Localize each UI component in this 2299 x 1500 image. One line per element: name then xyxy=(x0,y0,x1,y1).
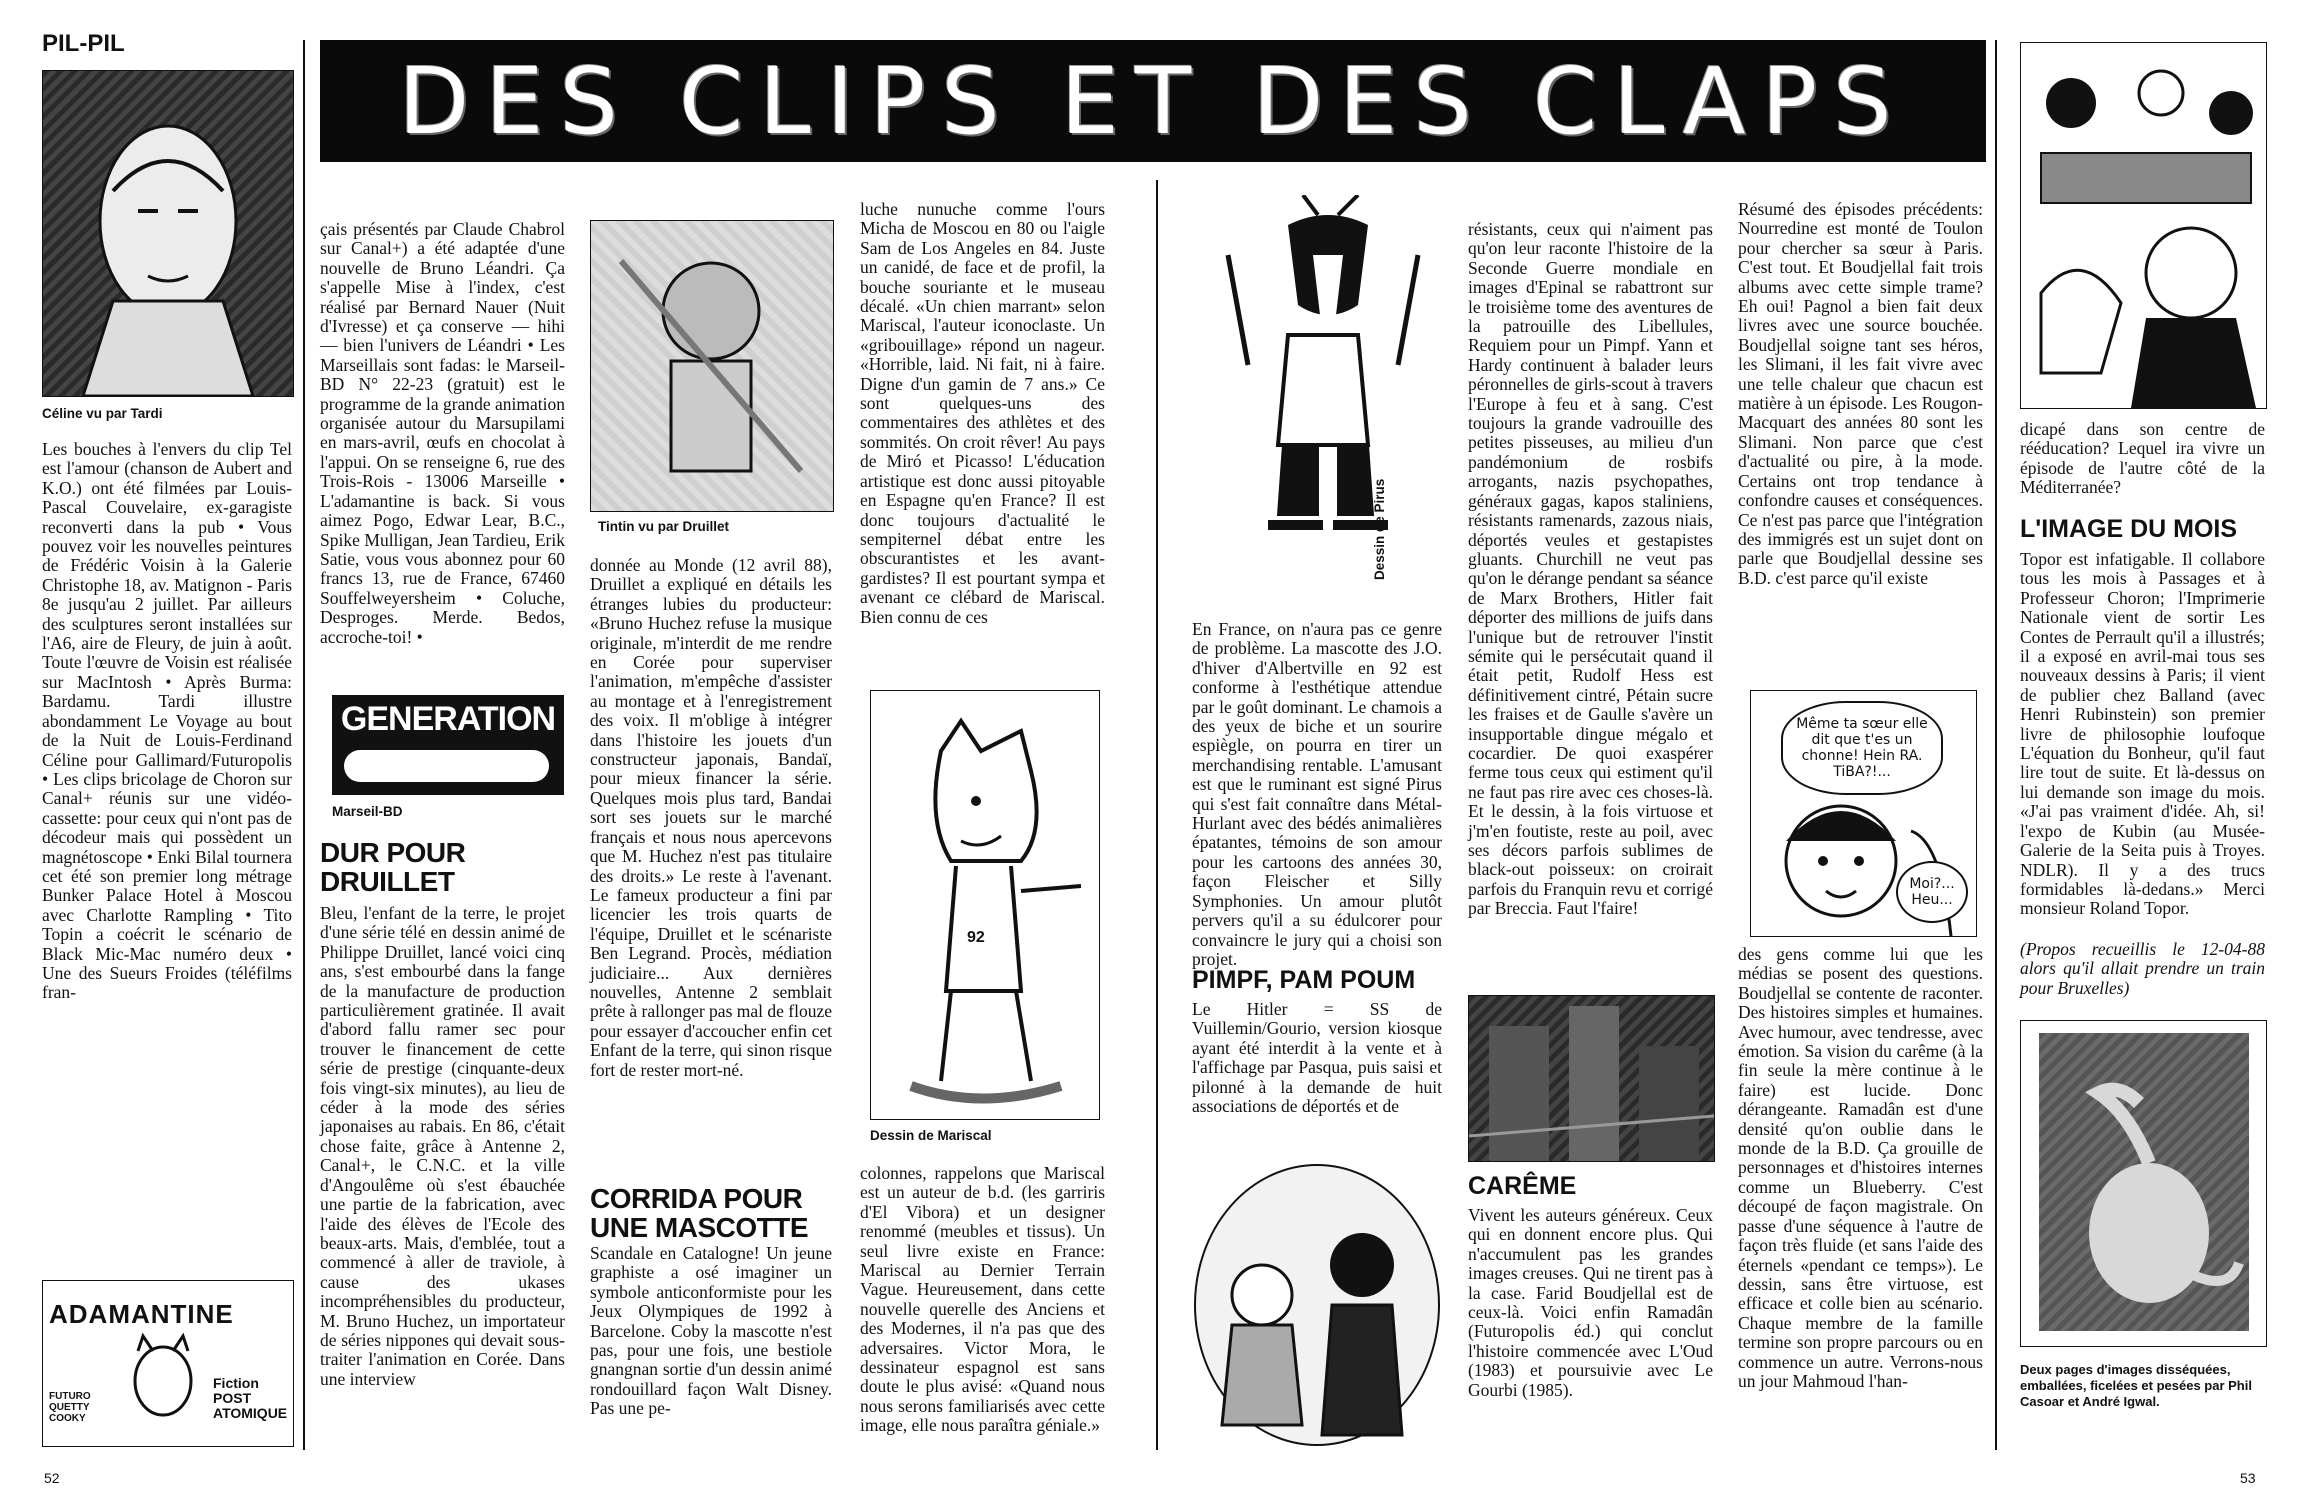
col3b-text: Scandale en Catalogne! Un jeune graphiste a osé imaginer un symbole anticonformiste pour les Jeux Olympiques de 1992 à Barcelone. Coby la mascotte n'est pas, pour une fois, une bestiole gnangnan sortie d'un dessin animé rondouillard façon Walt Disney. Pas une pe- xyxy=(590,1243,832,1419)
column-rule xyxy=(1995,40,1997,1450)
col8c-text: (Propos recueillis le 12-04-88 alors qu'il allait prendre un train pour Bruxelles) xyxy=(2020,939,2265,998)
page-number-right: 53 xyxy=(2240,1470,2256,1486)
marseil-caption: Marseil-BD xyxy=(332,804,403,819)
mariscal-mascot-image xyxy=(870,690,1100,1120)
boudjellal-panel-image xyxy=(1750,690,1977,937)
col1-text: Les bouches à l'envers du clip Tel est l'amour (chanson de Aubert and K.O.) ont été filmées par Louis-Pascal Couvelaire, ex-garagiste reconverti dans la pub • Vous pouvez voir les nouvelles peintures de Frédéric Voisin à la Galerie Christophe 18, av. Matignon - Paris 8e jusqu'au 2 juillet. Par ailleurs des sculptures seront installées sur l'A6, aire de Fleury, de juin à août. Toute l'œuvre de Voisin est réalisée sur MacIntosh • Après Burma: Bardamu. Tardi illustre abondamment Le Voyage au bout de la Nuit de Louis-Ferdinand Céline pour Gallimard/Futuropolis • Les clips bricolage de Choron sur Canal+ réunis sur une vidéo-cassette: pour ceux qui n'ont pas de décodeur mais qui possèdent un magnétoscope • Enki Bilal tournera cet été son premier long métrage Bunker Palace Hotel à Moscou avec Charlotte Rampling • Tito Topin a coécrit le scénario de Black Mic-Mac numéro deux • Une des Sueurs Froides (téléfilms fran- xyxy=(42,439,292,1003)
col2b-text: Bleu, l'enfant de la terre, le projet d'une série télé en dessin animé de Philippe Druillet, lancé voici cinq ans, s'est embourbé dans la fange de la manufacture de production particulièrement gratinée. Il avait d'abord fallu ramer sec pour trouver le financement de cette série de prestige (cinquante-deux fois vingt-six minutes), au lieu de céder à la mode des séries japonaises au rabais. En 86, c'était chose faite, grâce à Antenne 2, Canal+, le C.N.C. et la ville d'Angoulême où s'est ébauchée une partie de la fabrication, avec l'aide des élèves de l'Ecole des beaux-arts. Mais, d'emblée, tout a commencé à aller de traviole, à cause des ukases incompréhensibles du producteur, M. Bruno Huchez, un importateur de séries nippones qui devait sous-traiter l'animation en Corée. Dans une interview xyxy=(320,903,565,1389)
col8b-text: Topor est infatigable. Il collabore tous les mois à Passages et à Professeur Choron; l'Imprimerie Nationale vient de sortir Les Contes de Perrault qu'il a illustrés; il a exposé en avril-mai tous ses nouveaux dessins à Paris; il vient de publier chez Balland (avec Henri Rubinstein) son premier livre de philosophie loufoque L'équation du Bonheur, qu'il faut lire tout de suite. Et là-dessus on lui demande son image du mois. «J'ai pas vraiment d'idée. Ah, si! l'expo de Kubin (au Musée-Galerie de la Seita puis à Troyes. NDLR). Il y a des trucs formidables là-dedans.» Merci monsieur Roland Topor. xyxy=(2020,549,2265,919)
col3-text: donnée au Monde (12 avril 88), Druillet a expliqué en détails les étranges lubies du producteur: «Bruno Huchez refuse la musique originale, m'interdit de me rendre en Corée pour superviser l'animation, m'empêche d'assister au montage et à l'enregistrement des voix. Il m'oblige à intégrer dans l'histoire les jouets d'un constructeur japonais, Bandaï, pour mieux financer la série. Quelques mois plus tard, Bandai sort ses jouets sur le marché français et nous nous apercevons que M. Huchez n'est pas titulaire des droits.» Le reste à l'avenant. Le fameux producteur a fini par licencier les trois quarts de l'équipe, Druillet et le scénariste Ben Legrand. Procès, médiation judiciaire... Aux dernières nouvelles, Antenne 2 semblait prête à rallonger pas mal de flouze pour essayer d'accoucher enfin cet Enfant de la terre, qui sinon risque fort de rester mort-né. xyxy=(590,555,832,1080)
col7b-text: des gens comme lui que les médias se posent des questions. Boudjellal se contente de raconter. Des histoires simples et humaines. Avec humour, avec tendresse, avec émotion. Sa vision du carême (à la fin seule la mère continue à le faire) est lucide. Donc dérangeante. Ramadân est d'une densité qu'on oublie dans le monde de la B.D. Ça grouille de personnages et d'histoires internes comme un Blueberry. C'est découpé de façon magistrale. On passe d'une séquence à l'autre de façon très fluide (et sans l'aide des éternels «pendant ce temps»). Le dessin, sans être virtuose, est efficace et colle bien au scénario. Chaque membre de la famille termine son propre parcours ou en commence un autre. Verrons-nous un jour Mahmoud l'han- xyxy=(1738,944,1983,1391)
column-rule xyxy=(1156,180,1158,1450)
kubin-dragon-image xyxy=(2020,1020,2267,1347)
tintin-druillet-image xyxy=(590,220,834,512)
section-title: PIL-PIL xyxy=(42,30,125,57)
generation-label: GENERATION xyxy=(340,700,556,738)
adamantine-cover-image xyxy=(42,1280,294,1447)
col5a-text: En France, on n'aura pas ce genre de problème. La mascotte des J.O. d'hiver d'Albertville en 92 est conforme à l'esthétique attendue par le goût dominant. Le chamois a des yeux de biche et un sourire espiègle, on pourra en tirer un merchandising rentable. L'amusant est que le ruminant est signé Pirus qui s'est fait connaître dans Métal-Hurlant avec des bédés animalières épatantes, témoins de son amour pour les cartoons des années 30, façon Fleischer et Silly Symphonies. Un amour plutôt pervers qu'il a su édulcorer pour convaincre le jury qui a choisi son projet. xyxy=(1192,619,1442,969)
mariscal-caption: Dessin de Mariscal xyxy=(870,1128,992,1143)
col6b-text: Vivent les auteurs généreux. Ceux qui en donnent encore plus. Qui n'accumulent pas les grandes images creuses. Qui ne tirent pas à la case. Farid Boudjellal est de ceux-là. Voici enfin Ramadân (Futuropolis éd.) qui conclut l'histoire commencée avec L'Oud (1983) et poursuivie avec Le Gourbi (1985). xyxy=(1468,1205,1713,1400)
column-rule xyxy=(303,40,305,1450)
col6a-text: résistants, ceux qui n'aiment pas qu'on leur raconte l'histoire de la Seconde Guerre mondiale en images d'Epinal se rabattront sur le troisième tome des aventures de la patrouille des Libellules, Requiem pour un Pimpf. Yann et Hardy continuent à balader leurs péronnelles de girls-scout à travers l'Europe à feu et à sang. C'est toujours la grande vadrouille des petites pisseuses, au milieu d'un pandémonium de rosbifs arrogants, nazis psychopathes, généraux gagas, kapos staliniens, résistants ramenards, zazous niais, déportés veules et gestapistes gluants. Churchill ne veut pas qu'on le dérange pendant sa séance de Marx Brothers, Hitler fait déporter des millions de juifs dans l'unique but de retrouver l'instit sémite qui le persécutait quand il était petit, Rudolf Hess est définitivement cintré, Pétain sucre les fraises et de Gaulle s'avère un insupportable dingue mégalo et cocardier. De quoi exaspérer ferme tous ceux qui estiment qu'il ne faut pas rire avec ces choses-là. Et le dessin, à la fois virtuose et j'm'en foutiste, reste au poil, avec ses décors parfois sublimes de black-out poisseux: on croirait parfois du Franquin revu et corrigé par Breccia. Faut l'faire! xyxy=(1468,219,1713,919)
adamantine-left-label: FUTURO QUETTY COOKY xyxy=(49,1391,91,1424)
adamantine-subtitle: Fiction POST ATOMIQUE xyxy=(213,1375,288,1421)
col4b-text: colonnes, rappelons que Mariscal est un auteur de b.d. (les garriris d'El Vibora) et un designer renommé (meubles et tissus). Un seul livre existe en France: Mariscal au Dernier Terrain Vague. Heureusement, dans cette nouvelle querelle des Anciens et des Modernes, il n'a pas que des adversaires. Victor Mora, le dessinateur espagnol est sans doute le plus avisé: «Quand nous nous serons familiarisés avec cette image, elle nous paraîtra géniale.» xyxy=(860,1163,1105,1436)
careme-headline: CARÊME xyxy=(1468,1172,1577,1200)
hitler-ss-comic-image xyxy=(1192,1155,1442,1450)
col7a-text: Résumé des épisodes précédents: Nourredine est monté de Toulon pour chercher sa sœur à Paris. C'est tout. Et Boudjellal fait trois albums avec cette simple trame? Eh oui! Pagnol a bien fait deux livres avec une source bouchée. Boudjellal soigne tant ses héros, les Slimani, il les fait vivre avec une telle chaleur que chacun est matière à un épisode. Les Rougon-Macquart des années 80 sont les Slimani. Non parce que c'est d'actualité ou pire, à la mode. Certains ont trop tendance à confondre causes et conséquences. Ce n'est pas parce que l'intégration des immigrés est un sujet dont on parle que Boudjellal dessine ses B.D. c'est parce qu'il existe xyxy=(1738,199,1983,588)
druillet-headline: DUR POUR DRUILLET xyxy=(320,837,466,897)
generation-image xyxy=(332,695,564,795)
image-du-mois-headline: L'IMAGE DU MOIS xyxy=(2020,515,2238,543)
col8a-text: dicapé dans son centre de rééducation? Lequel ira vivre un épisode de l'autre côté de la Méditerranée? xyxy=(2020,419,2265,498)
mascot-badge: 92 xyxy=(967,929,985,946)
pimpf-headline: PIMPF, PAM POUM xyxy=(1192,966,1416,994)
corrida-headline: CORRIDA POUR UNE MASCOTTE xyxy=(590,1183,808,1243)
adamantine-title: ADAMANTINE xyxy=(49,1299,234,1329)
col4a-text: luche nunuche comme l'ours Micha de Moscou en 80 ou l'aigle Sam de Los Angeles en 84. Juste un canidé, de face et de profil, la bouche souriante et le museau décalé. «Un chien marrant» selon Mariscal, l'auteur iconoclaste. Un «gribouillage» répond un nageur. «Horrible, laid. Ni fait, ni à faire. Digne d'un gamin de 7 ans.» Ce sont quelques-uns des commentaires des athlètes et des sommités. On croit rêver! Au pays de Miró et Picasso! L'éducation artistique est donc aussi pitoyable en Espagne qu'en France? Il est donc toujours d'actualité le sempiternel débat entre les obscurantistes et les avant-gardistes? Il est pourtant sympa et avenant ce clébard de Mariscal. Bien connu de ces xyxy=(860,199,1105,627)
page-number-left: 52 xyxy=(44,1470,60,1486)
banner xyxy=(320,40,1986,162)
credit-caption: Deux pages d'images disséquées, emballées, ficelées et pesées par Phil Casoar et André Igwal. xyxy=(2020,1362,2252,1409)
speech-bubble-2: Moi?... Heu... xyxy=(1896,861,1968,923)
tintin-caption: Tintin vu par Druillet xyxy=(598,519,730,534)
pirus-chamois-image xyxy=(1208,195,1438,580)
celine-portrait-image xyxy=(42,70,294,397)
ramadan-panel-image xyxy=(1468,995,1715,1162)
speech-bubble-1: Même ta sœur elle dit que t'es un chonne! Hein RA. TiBA?!... xyxy=(1781,701,1943,795)
topor-restaurant-image xyxy=(2020,42,2267,409)
banner-title: DES CLIPS ET DES CLAPS xyxy=(398,47,1908,155)
pirus-caption: Dessin de Pirus xyxy=(1372,478,1387,580)
celine-caption: Céline vu par Tardi xyxy=(42,406,163,421)
col2a-text: çais présentés par Claude Chabrol sur Canal+) a été adaptée d'une nouvelle de Bruno Léandri. Ça s'appelle Mise à l'index, c'est réalisé par Bernard Nauer (Nuit d'Ivresse) et ça conserve — hihi — bien l'univers de Léandri • Les Marseillais sont fadas: le Marseil-BD N° 22-23 (gratuit) est le programme de la grande animation organisée autour du Marsupilami en mars-avril, œufs en chocolat à l'appui. On se renseigne 6, rue des Trois-Rois - 13006 Marseille • L'adamantine is back. Si vous aimez Pogo, Edwar Lear, B.C., Spike Mulligan, Jean Tardieu, Erik Satie, vous vous abonnez pour 60 francs 13, rue de France, 67460 Souffelweyersheim • Coluche, Desproges. Merde. Bedos, accroche-toi! • xyxy=(320,219,565,647)
col5b-text: Le Hitler = SS de Vuillemin/Gourio, version kiosque ayant été interdit à la vente et à l'affichage par Pasqua, puis saisi et pilonné à la demande de huit associations de déportés et de xyxy=(1192,999,1442,1117)
